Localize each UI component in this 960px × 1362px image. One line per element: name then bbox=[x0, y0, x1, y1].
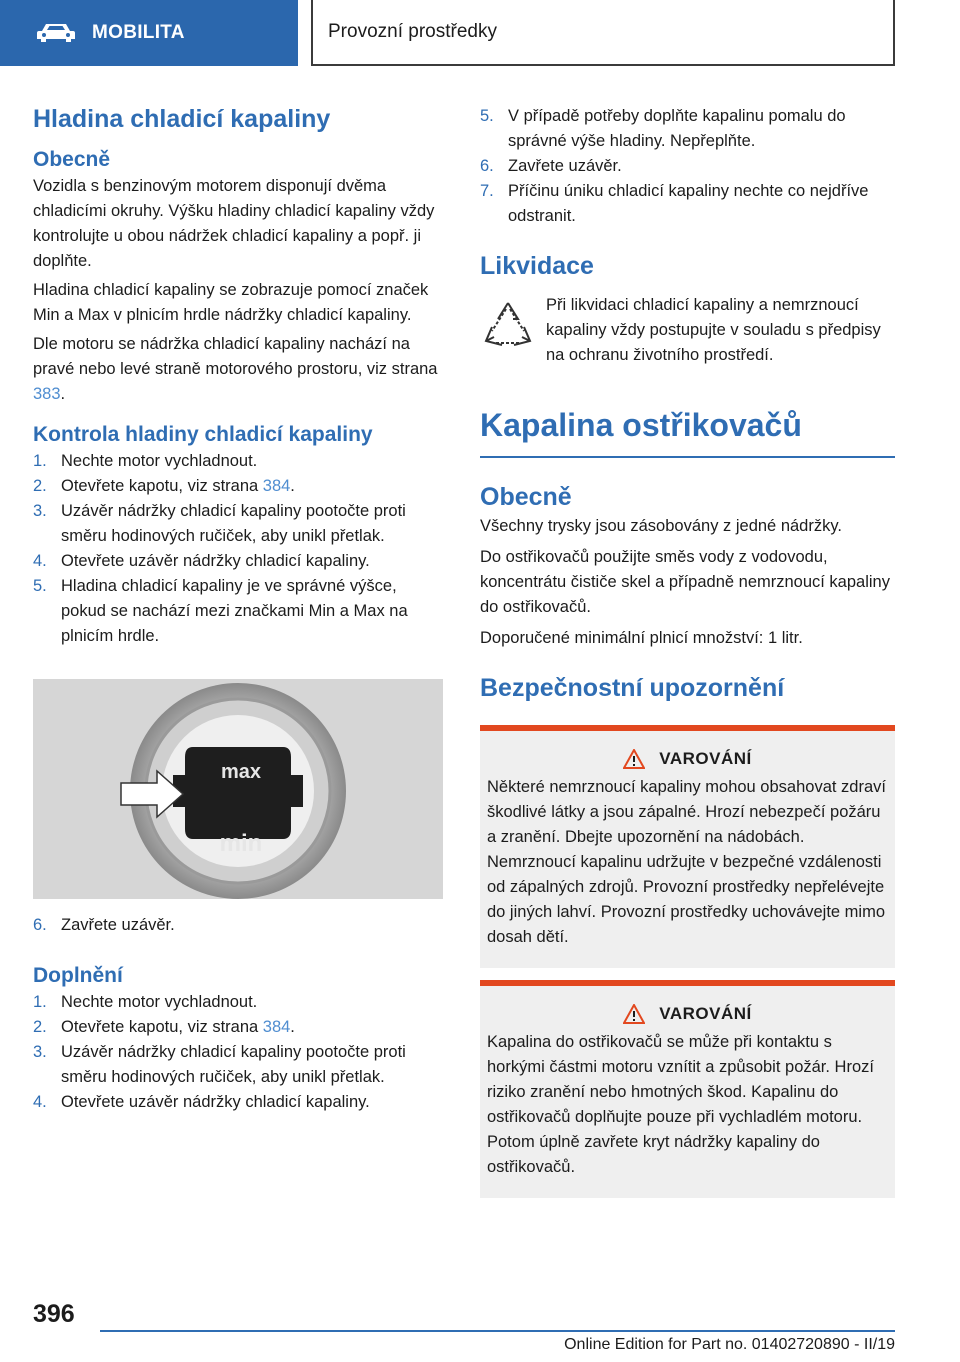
page-link-384[interactable]: 384 bbox=[262, 1018, 291, 1036]
step-number: 3. bbox=[33, 1043, 47, 1061]
footer-rule bbox=[100, 1330, 895, 1332]
step-text bbox=[61, 990, 443, 1015]
step-number: 4. bbox=[33, 552, 47, 570]
washer-paragraph-3: Doporučené minimální plnicí množství: 1 litr. bbox=[480, 629, 803, 647]
step-number: 1. bbox=[33, 993, 47, 1011]
check-steps-list bbox=[33, 449, 443, 649]
warning-box-2 bbox=[480, 980, 895, 1198]
step-text bbox=[61, 549, 443, 574]
step-text-body: Uzávěr nádržky chladicí kapaliny pootočte proti směru hodinových ručiček, aby unikl přetlak. bbox=[61, 502, 406, 545]
warning-header bbox=[487, 1004, 888, 1024]
min-label: min bbox=[219, 830, 263, 857]
step-text bbox=[508, 104, 895, 154]
warning-header bbox=[487, 749, 888, 769]
step-text: Zavřete uzávěr. bbox=[61, 916, 175, 934]
fill-steps-cont-list bbox=[480, 104, 895, 229]
step-item bbox=[33, 990, 443, 1015]
disposal-text: Při likvidaci chladicí kapaliny a nemrznoucí kapaliny vždy postupujte v souladu s předpisy na ochranu životního prostředí. bbox=[546, 296, 881, 364]
step-item bbox=[33, 474, 443, 499]
general-paragraph-3-end: . bbox=[60, 385, 66, 403]
step-text-end: . bbox=[290, 1018, 295, 1036]
warning-title: VAROVÁNÍ bbox=[659, 749, 752, 768]
step-number: 5. bbox=[33, 577, 47, 595]
step-text-body: Otevřete uzávěr nádržky chladicí kapaliny. bbox=[61, 552, 370, 570]
max-label: max bbox=[220, 761, 262, 783]
page-number: 396 bbox=[33, 1300, 75, 1328]
step-text-body: Hladina chladicí kapaliny je ve správné výšce, pokud se nachází mezi značkami Min a Max na plnicím hrdle. bbox=[61, 577, 408, 645]
warning-text: Některé nemrznoucí kapaliny mohou obsahovat zdraví škodlivé látky a jsou zápalné. Hrozí nebezpečí požáru a zranění. Dbejte upozornění na nádobách. Nemrznoucí kapalinu udržujte v bezpečné vzdálenosti od zápalných zdrojů. Provozní prostředky nepřelévejte do jiných lahví. Provozní prostředky uchovávejte mimo dosah dětí. bbox=[487, 778, 886, 946]
step-text-body: Uzávěr nádržky chladicí kapaliny pootočte proti směru hodinových ručiček, aby unikl přetlak. bbox=[61, 1043, 406, 1086]
fill-steps-list bbox=[33, 990, 443, 1115]
warning-text: Kapalina do ostřikovačů se může při kontaktu s horkými částmi motoru vznítit a způsobit požár. Hrozí riziko zranění nebo hmotných škod. Kapalinu do ostřikovačů doplňujte pouze při vychladlém motoru. Potom úplně zavřete kryt nádržky kapaliny do ostřikovačů. bbox=[487, 1033, 874, 1176]
step-item bbox=[33, 574, 443, 649]
coolant-cap-illustration bbox=[33, 679, 443, 899]
check-heading: Kontrola hladiny chladicí kapaliny bbox=[33, 423, 373, 446]
step-text-body: Nechte motor vychladnout. bbox=[61, 452, 258, 470]
chapter-label: MOBILITA bbox=[92, 22, 185, 43]
warning-triangle-icon bbox=[623, 1004, 645, 1024]
step-text bbox=[61, 574, 443, 649]
step-item bbox=[480, 179, 895, 229]
step-text-body: Příčinu úniku chladicí kapaliny nechte co nejdříve odstranit. bbox=[508, 182, 869, 225]
step-text-body: V případě potřeby doplňte kapalinu pomalu do správné výše hladiny. Nepřeplňte. bbox=[508, 107, 846, 150]
step-text bbox=[508, 154, 895, 179]
general-paragraph-1: Vozidla s benzinovým motorem disponují dvěma chladicími okruhy. Výšku hladiny chladicí kapaliny vždy kontrolujte u obou nádržek chladicí kapaliny a popř. ji doplňte. bbox=[33, 177, 435, 270]
car-icon bbox=[36, 22, 76, 44]
step-text bbox=[61, 1090, 443, 1115]
general-heading: Obecně bbox=[33, 148, 111, 171]
step-text-body: Otevřete kapotu, viz strana bbox=[61, 477, 263, 495]
step-number: 2. bbox=[33, 477, 47, 495]
step-text-body: Nechte motor vychladnout. bbox=[61, 993, 258, 1011]
step-item bbox=[33, 1090, 443, 1115]
step-number: 7. bbox=[480, 182, 494, 200]
washer-general-heading: Obecně bbox=[480, 483, 572, 511]
step-item bbox=[33, 449, 443, 474]
step-number: 6. bbox=[480, 157, 494, 175]
step-6 bbox=[33, 913, 443, 938]
warning-triangle-icon bbox=[623, 749, 645, 769]
coolant-cap-photo bbox=[33, 679, 443, 899]
fill-heading: Doplnění bbox=[33, 964, 123, 987]
step-number: 4. bbox=[33, 1093, 47, 1111]
step-item bbox=[33, 1015, 443, 1040]
step-text-body: Otevřete uzávěr nádržky chladicí kapaliny. bbox=[61, 1093, 370, 1111]
disposal-block bbox=[480, 293, 895, 368]
washer-paragraph-1: Všechny trysky jsou zásobovány z jedné nádržky. bbox=[480, 517, 842, 535]
recycle-icon bbox=[480, 297, 536, 353]
step-text-body: Otevřete kapotu, viz strana bbox=[61, 1018, 263, 1036]
washer-title-rule bbox=[480, 456, 895, 458]
step-number: 6. bbox=[33, 916, 47, 934]
chapter-tab bbox=[0, 0, 298, 66]
edition-text: Online Edition for Part no. 01402720890 - II/19 bbox=[564, 1336, 895, 1353]
step-number: 3. bbox=[33, 502, 47, 520]
step-number: 1. bbox=[33, 452, 47, 470]
step-text bbox=[61, 449, 443, 474]
page-link-384[interactable]: 384 bbox=[262, 477, 291, 495]
step-text bbox=[508, 179, 895, 229]
step-item bbox=[33, 549, 443, 574]
section-label: Provozní prostředky bbox=[311, 0, 895, 66]
general-paragraph-2: Hladina chladicí kapaliny se zobrazuje pomocí značek Min a Max v plnicím hrdle nádržky chladicí kapaliny. bbox=[33, 281, 429, 324]
step-item bbox=[33, 499, 443, 549]
step-number: 5. bbox=[480, 107, 494, 125]
step-text bbox=[61, 1015, 443, 1040]
disposal-heading: Likvidace bbox=[480, 252, 594, 280]
left-column bbox=[33, 102, 443, 1115]
warning-box-1 bbox=[480, 725, 895, 968]
step-item bbox=[33, 1040, 443, 1090]
washer-title: Kapalina ostřikovačů bbox=[480, 407, 802, 443]
washer-section bbox=[480, 404, 895, 458]
right-column bbox=[480, 102, 895, 1198]
step-text bbox=[61, 499, 443, 549]
general-paragraph-3 bbox=[33, 332, 443, 407]
warning-title: VAROVÁNÍ bbox=[659, 1004, 752, 1023]
step-text bbox=[61, 1040, 443, 1090]
step-text bbox=[61, 474, 443, 499]
coolant-title: Hladina chladicí kapaliny bbox=[33, 105, 331, 133]
general-paragraph-3-text: Dle motoru se nádržka chladicí kapaliny nachází na pravé nebo levé straně motorového prostoru, viz strana bbox=[33, 335, 438, 378]
safety-heading: Bezpečnostní upozornění bbox=[480, 674, 785, 702]
washer-paragraph-2: Do ostřikovačů použijte směs vody z vodovodu, koncentrátu čističe skel a případně nemrznoucí kapaliny do ostřikovačů. bbox=[480, 548, 890, 616]
page-link-383[interactable]: 383 bbox=[33, 385, 61, 403]
step-number: 2. bbox=[33, 1018, 47, 1036]
step-text-body: Zavřete uzávěr. bbox=[508, 157, 622, 175]
step-text-end: . bbox=[290, 477, 295, 495]
step-item bbox=[480, 154, 895, 179]
step-item bbox=[480, 104, 895, 154]
